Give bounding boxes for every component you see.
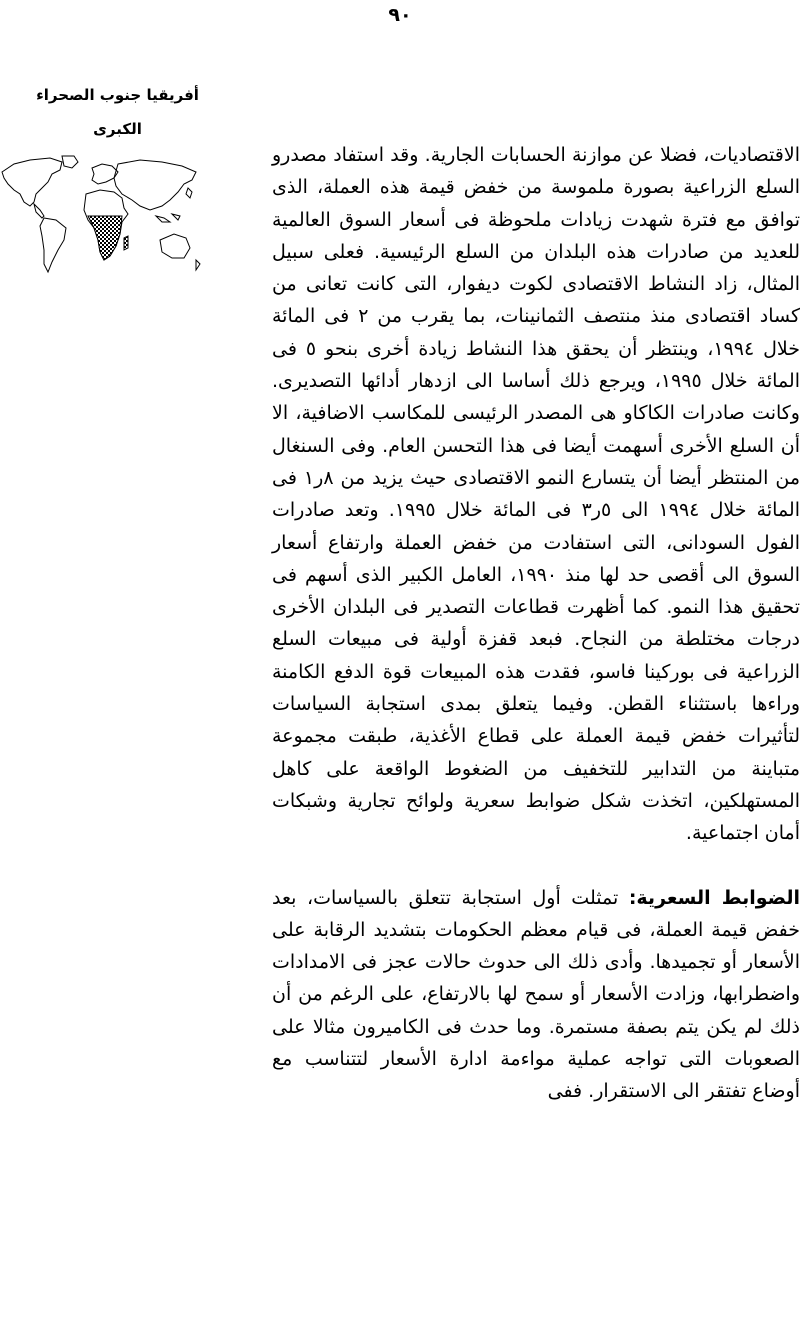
map-caption-line-1: أفريقيا جنوب الصحراء (36, 86, 199, 104)
body-paragraph-1: الاقتصاديات، فضلا عن موازنة الحسابات الجارية. وقد استفاد مصدرو السلع الزراعية بصورة ملموسة من خفض قيمة هذه العملة، الذى توافق مع فترة شهدت زيادات ملحوظة فى أسعار السوق العالمية للعديد من صادرات هذه البلدان من السلع الرئيسية. فعلى سبيل المثال، زاد النشاط الاقتصادى لكوت ديفوار، التى كانت تعانى من كساد اقتصادى منذ منتصف الثمانينات، بما يقرب من ٢ فى المائة خلال ١٩٩٤، وينتظر أن يحقق هذا النشاط زيادة أخرى بنحو ٥ فى المائة خلال ١٩٩٥، ويرجع ذلك أساسا الى ازدهار أدائها التصديرى. وكانت صادرات الكاكاو هى المصدر الرئيسى للمكاسب الاضافية، الا أن السلع الأخرى أسهمت أيضا فى هذا التحسن العام. وفى السنغال من المنتظر أيضا أن يتسارع النمو الاقتصادى حيث يزيد من ٨ر١ فى المائة خلال ١٩٩٤ الى ٥ر٣ فى المائة خلال ١٩٩٥. وتعد صادرات الفول السودانى، التى استفادت من خفض العملة وارتفاع أسعار السوق الى أقصى حد لها منذ ١٩٩٠، العامل الكبير الذى أسهم فى تحقيق هذا النمو. كما أظهرت قطاعات التصدير فى البلدان الأخرى درجات مختلطة من النجاح. فبعد قفزة أولية فى مبيعات السلع الزراعية فى بوركينا فاسو، فقدت هذه المبيعات قوة الدفع الكامنة وراءها باستثناء القطن. وفيما يتعلق بمدى استجابة السياسات لتأثيرات خفض قيمة العملة على قطاع الأغذية، طبقت مجموعة متباينة من التدابير للتخفيف من الضغوط الواقعة على كاهل المستهلكين، اتخذت شكل ضوابط سعرية ولوائح تجارية وشبكات أمان اجتماعية. (272, 144, 800, 845)
article-body (272, 139, 800, 1108)
body-paragraph-2-text: تمثلت أول استجابة تتعلق بالسياسات، بعد خفض قيمة العملة، فى قيام معظم الحكومات بتشديد الرقابة على الأسعار أو تجميدها. وأدى ذلك الى حدوث حالات عجز فى الامدادات واضطرابها، وزادت الأسعار أو سمح لها بالارتفاع، على الرغم من أن ذلك لم يكن يتم بصفة مستمرة. وما حدث فى الكاميرون مثالا على الصعوبات التى تواجه عملية مواءمة ادارة الأسعار لتتناسب مع أوضاع تفتقر الى الاستقرار. ففى (272, 886, 800, 1103)
page-number: ٩٠ (388, 4, 412, 26)
map-caption (0, 78, 205, 146)
map-caption-line-2: الكبرى (93, 120, 142, 138)
world-map-icon (0, 154, 205, 284)
sidebar-figure (0, 78, 205, 284)
price-controls-heading: الضوابط السعرية: (628, 886, 800, 909)
body-paragraph-2 (272, 882, 800, 1108)
